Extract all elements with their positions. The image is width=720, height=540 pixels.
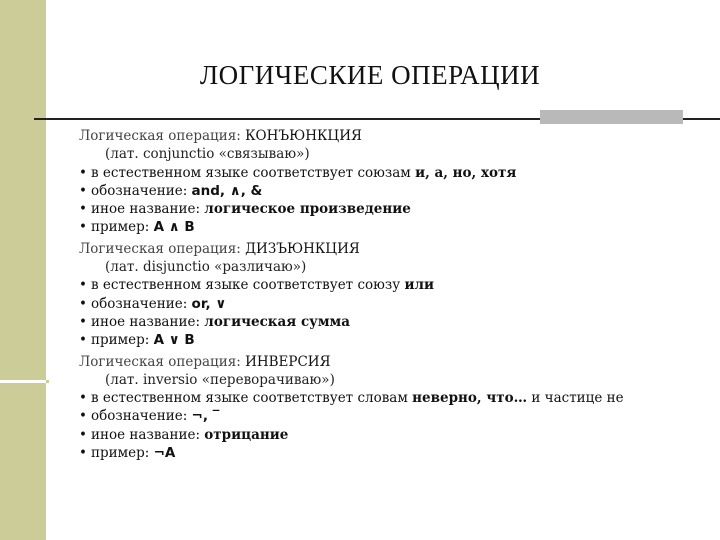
heading-lead: Логическая операция:: [79, 353, 246, 370]
item-value: A ∧ B: [153, 219, 195, 236]
item-label: иное название:: [91, 426, 205, 443]
list-item-alt-name: [79, 426, 699, 444]
item-label: в естественном языке соответствует союзу: [91, 277, 405, 294]
list-item-example: [79, 331, 699, 349]
list-item-example: [79, 218, 699, 236]
operation-heading: [79, 240, 699, 258]
operation-name: КОНЪЮНКЦИЯ: [245, 128, 362, 144]
item-value: and, ∧, &: [191, 182, 263, 199]
operation-name: ДИЗЪЮНКЦИЯ: [245, 240, 360, 257]
list-item-alt-name: [79, 200, 699, 218]
list-item-example: [79, 444, 699, 462]
item-label: иное название:: [91, 313, 205, 330]
item-value: или: [404, 277, 435, 294]
slide-content: [79, 127, 699, 465]
list-item-notation: [79, 295, 699, 313]
list-item-language: [79, 276, 699, 294]
list-item-notation: [79, 407, 699, 425]
bullet-marker: •: [79, 313, 87, 330]
item-label: пример:: [91, 332, 154, 349]
latin-origin: (лат. disjunctio «различаю»): [105, 259, 307, 276]
item-label: пример:: [91, 445, 154, 462]
list-item-language: [79, 164, 699, 182]
operation-block-conjunction: [79, 127, 699, 237]
heading-lead: Логическая операция:: [79, 240, 246, 257]
item-suffix: и частице не: [527, 390, 624, 407]
list-item-language: [79, 389, 699, 407]
operation-heading: [79, 127, 699, 145]
slide-title: ЛОГИЧЕСКИЕ ОПЕРАЦИИ: [199, 60, 541, 90]
bullet-marker: •: [79, 390, 87, 407]
item-label: пример:: [91, 219, 154, 236]
bullet-marker: •: [79, 426, 87, 443]
bullet-marker: •: [79, 219, 87, 236]
operation-heading: [79, 353, 699, 371]
operation-block-inversion: [79, 353, 699, 463]
item-label: обозначение:: [91, 408, 192, 425]
operation-block-disjunction: [79, 240, 699, 350]
bullet-marker: •: [79, 332, 87, 349]
bullet-marker: •: [79, 201, 87, 218]
list-item-notation: [79, 182, 699, 200]
bullet-marker: •: [79, 182, 87, 199]
bullet-marker: •: [79, 277, 87, 294]
item-label: обозначение:: [91, 182, 192, 199]
list-item-alt-name: [79, 313, 699, 331]
item-label: иное название:: [91, 201, 205, 218]
item-label: в естественном языке соответствует словам: [91, 390, 413, 407]
item-value: логическая сумма: [204, 313, 351, 330]
band-divider: [0, 380, 46, 383]
bullet-marker: •: [79, 295, 87, 312]
item-value: ¬, ‾: [191, 408, 220, 425]
item-value: or, ∨: [191, 295, 227, 312]
bullet-marker: •: [79, 164, 87, 181]
latin-origin: (лат. inversio «переворачиваю»): [105, 371, 335, 388]
item-value: ¬A: [153, 445, 176, 462]
item-value: неверно, что…: [412, 390, 528, 407]
item-value: логическое произведение: [204, 201, 411, 218]
heading-lead: Логическая операция:: [79, 128, 246, 144]
operation-name: ИНВЕРСИЯ: [245, 353, 331, 370]
bullet-marker: •: [79, 445, 87, 462]
decorative-bar: [540, 110, 683, 124]
item-label: обозначение:: [91, 295, 192, 312]
item-value: отрицание: [204, 426, 289, 443]
left-decorative-band: [0, 0, 46, 540]
item-value: и, а, но, хотя: [415, 164, 517, 181]
item-value: A ∨ B: [153, 332, 195, 349]
item-label: в естественном языке соответствует союзам: [91, 164, 416, 181]
latin-origin: (лат. conjunctio «связываю»): [105, 146, 310, 163]
bullet-marker: •: [79, 408, 87, 425]
band-divider-corner: [46, 380, 49, 383]
